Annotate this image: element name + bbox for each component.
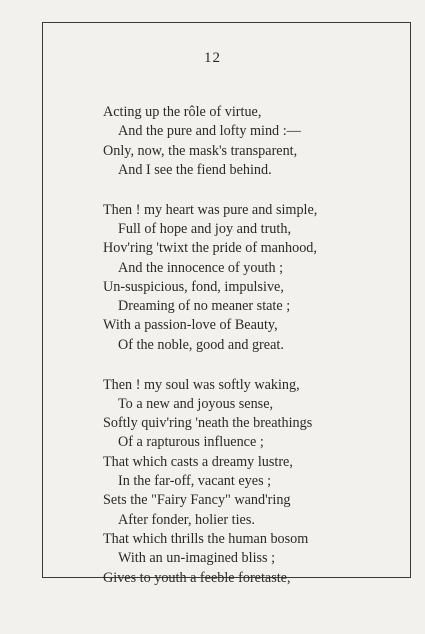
poem-line: With an un-imagined bliss ; xyxy=(118,550,276,567)
poem-body xyxy=(0,103,425,608)
poem-stanza xyxy=(0,201,425,355)
poem-line: After fonder, holier ties. xyxy=(118,511,255,528)
poem-line: And the pure and lofty mind :— xyxy=(118,123,301,140)
poem-line: Gives to youth a feeble foretaste, xyxy=(103,569,291,586)
poem-line: Un-suspicious, fond, impulsive, xyxy=(103,278,284,295)
poem-line: That which casts a dreamy lustre, xyxy=(103,453,293,470)
poem-line: Then ! my heart was pure and simple, xyxy=(103,201,318,218)
poem-line: Dreaming of no meaner state ; xyxy=(118,298,291,315)
poem-line: With a passion-love of Beauty, xyxy=(103,317,278,334)
poem-line: Sets the "Fairy Fancy" wand'ring xyxy=(103,492,291,509)
poem-line: Only, now, the mask's transparent, xyxy=(103,142,298,159)
poem-stanza xyxy=(0,376,425,588)
poem-line: Hov'ring 'twixt the pride of manhood, xyxy=(103,240,317,257)
poem-line: To a new and joyous sense, xyxy=(118,395,274,412)
poem-line: Of the noble, good and great. xyxy=(118,336,284,353)
poem-line: Then ! my soul was softly waking, xyxy=(103,376,300,393)
poem-line: Softly quiv'ring 'neath the breathings xyxy=(103,415,313,432)
page-number: 12 xyxy=(204,50,221,66)
poem-line: Full of hope and joy and truth, xyxy=(118,220,291,237)
poem-line: Of a rapturous influence ; xyxy=(118,434,264,451)
poem-line: And I see the fiend behind. xyxy=(118,161,272,178)
poem-line: Acting up the rôle of virtue, xyxy=(103,104,262,120)
poem-stanza xyxy=(0,103,425,180)
poem-line: That which thrills the human bosom xyxy=(103,530,309,547)
poem-line: In the far-off, vacant eyes ; xyxy=(118,473,272,490)
poem-line: And the innocence of youth ; xyxy=(118,259,284,276)
